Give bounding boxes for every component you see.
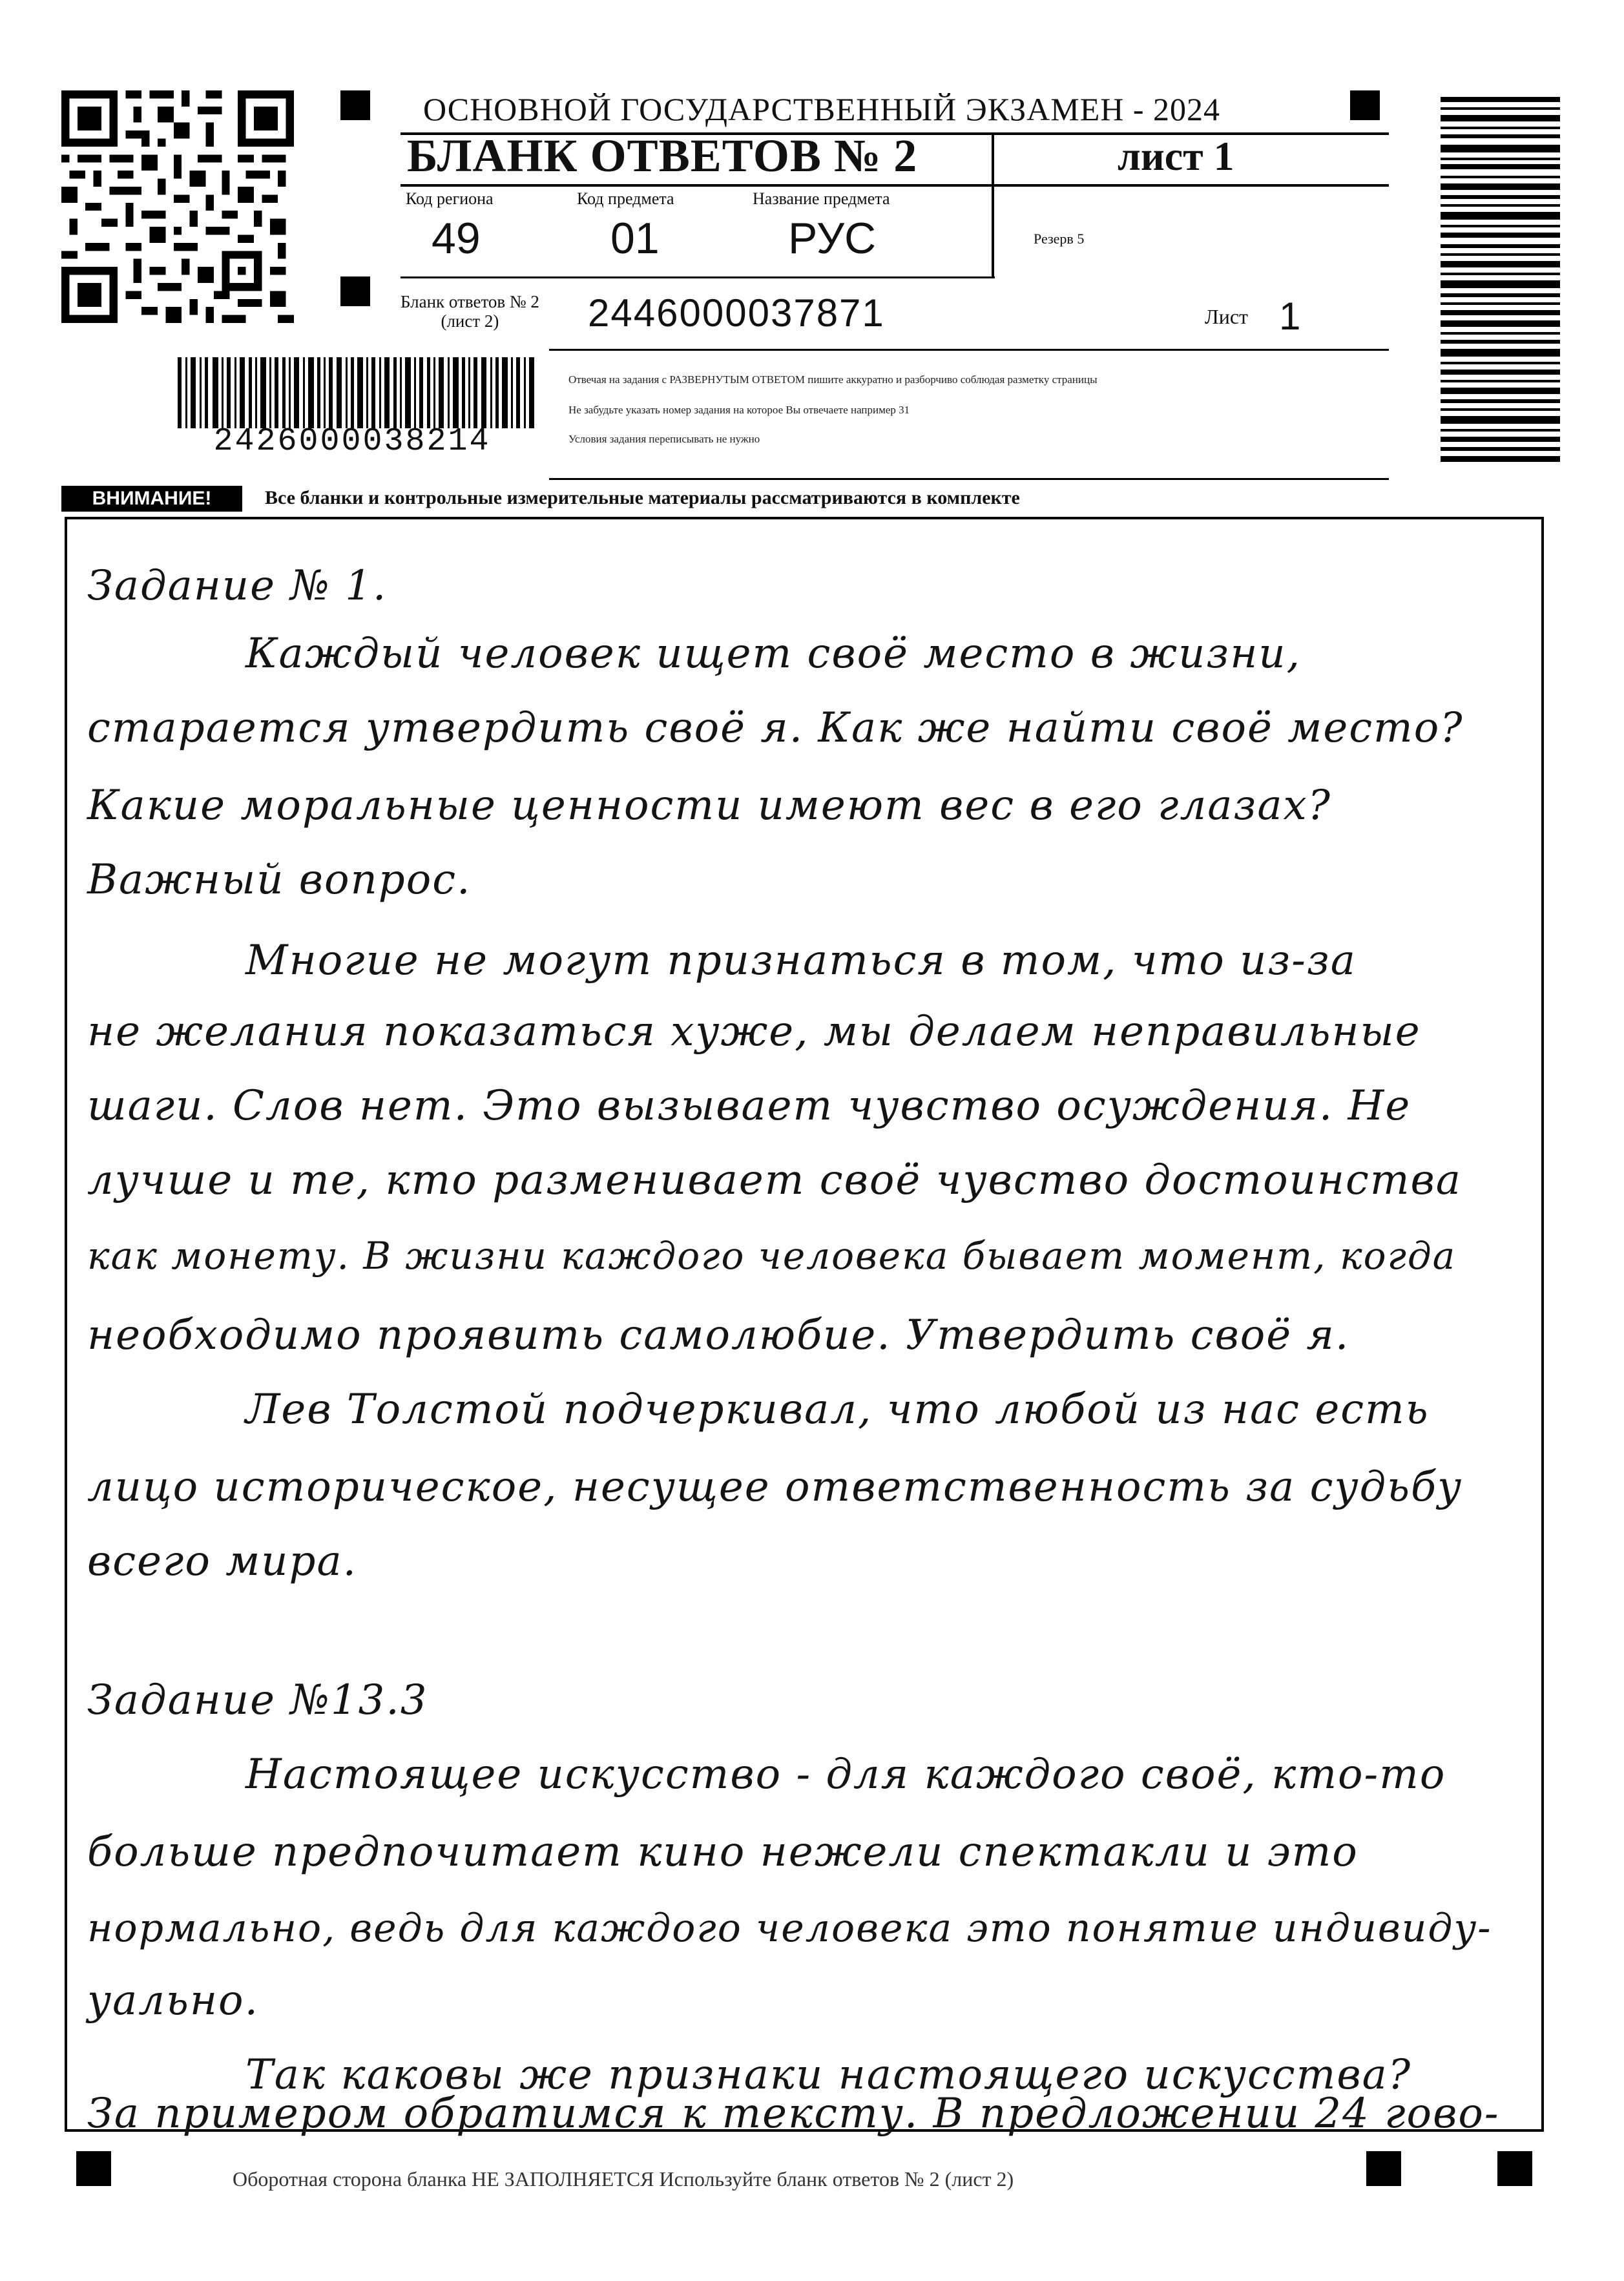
answer-line: больше предпочитает кино нежели спектакли и это <box>87 1828 1359 1876</box>
warning-badge: ВНИМАНИЕ! <box>61 486 242 512</box>
subject-code-label: Код предмета <box>577 189 674 208</box>
answer-line: Настоящее искусство - для каждого своё, кто-то <box>245 1751 1446 1798</box>
answer-line: шаги. Слов нет. Это вызывает чувство осуждения. Не <box>87 1082 1411 1130</box>
instruction-line: Условия задания переписывать не нужно <box>568 433 760 445</box>
answer-line: необходимо проявить самолюбие. Утвердить своё я. <box>87 1311 1350 1359</box>
answer-line: лицо историческое, несущее ответственность за судьбу <box>87 1463 1463 1511</box>
blank-number-label: Бланк ответов № 2 (лист 2) <box>401 292 539 331</box>
exam-title: ОСНОВНОЙ ГОСУДАРСТВЕННЫЙ ЭКЗАМЕН - 2024 <box>423 91 1220 127</box>
answer-line: Каждый человек ищет своё место в жизни, <box>245 630 1301 678</box>
reserve-label: Резерв 5 <box>1034 231 1085 247</box>
answer-line: Важный вопрос. <box>87 856 472 904</box>
registration-mark-bottom-right-1 <box>1366 2151 1401 2186</box>
list-value: 1 <box>1279 295 1301 338</box>
barcode-right <box>1441 97 1560 462</box>
divider <box>992 132 994 278</box>
region-value: 49 <box>432 214 481 263</box>
blank-number-value: 2446000037871 <box>588 291 885 335</box>
answer-line: Так каковы же признаки настоящего искусства? <box>245 2051 1412 2099</box>
answer-line: Лев Толстой подчеркивал, что любой из нас есть <box>245 1386 1430 1433</box>
qr-code <box>61 90 294 323</box>
answer-line: Какие моральные ценности имеют вес в его глазах? <box>87 782 1331 829</box>
footer-note: Оборотная сторона бланка НЕ ЗАПОЛНЯЕТСЯ Используйте бланк ответов № 2 (лист 2) <box>233 2167 1014 2191</box>
subject-name-value: РУС <box>788 214 877 263</box>
answer-line: не желания показаться хуже, мы делаем неправильные <box>87 1008 1421 1056</box>
registration-mark-top-right <box>1350 90 1380 120</box>
answer-line: лучше и те, кто разменивает своё чувство достоинства <box>87 1156 1462 1204</box>
registration-mark-bottom-right-2 <box>1497 2151 1532 2186</box>
answer-line: уально. <box>87 1977 259 2025</box>
sheet-title: лист 1 <box>1118 133 1234 179</box>
subject-code-value: 01 <box>610 214 660 263</box>
answer-line: как монету. В жизни каждого человека бывает момент, когда <box>87 1234 1457 1278</box>
blank-title: БЛАНК ОТВЕТОВ № 2 <box>407 130 918 182</box>
instruction-line: Отвечая на задания с РАЗВЕРНУТЫМ ОТВЕТОМ пишите аккуратно и разборчиво соблюдая разметку страницы <box>568 373 1098 386</box>
divider <box>401 184 1389 187</box>
registration-mark-mid-left <box>340 276 370 306</box>
barcode-bottom <box>178 357 536 428</box>
divider <box>401 276 995 278</box>
warning-text: Все бланки и контрольные измерительные материалы рассматриваются в комплекте <box>265 487 1020 508</box>
instruction-line: Не забудьте указать номер задания на которое Вы отвечаете например 31 <box>568 404 910 416</box>
divider <box>549 349 1389 351</box>
barcode-number: 2426000038214 <box>213 423 491 460</box>
registration-mark-bottom-left <box>76 2151 111 2186</box>
registration-mark-top-left <box>340 90 370 120</box>
divider <box>549 478 1389 480</box>
answer-line: Многие не могут признаться в том, что из-за <box>245 937 1357 984</box>
answer-line: нормально, ведь для каждого человека это понятие индивиду- <box>87 1906 1492 1951</box>
answer-line: всего мира. <box>87 1537 357 1585</box>
answer-line: Задание № 1. <box>87 562 388 610</box>
answer-line: старается утвердить своё я. Как же найти своё место? <box>87 704 1464 752</box>
answer-line: Задание №13.3 <box>87 1676 428 1724</box>
region-label: Код региона <box>406 189 494 208</box>
answer-line: За примером обратимся к тексту. В предложении 24 гово- <box>87 2090 1500 2138</box>
subject-name-label: Название предмета <box>753 189 890 208</box>
list-label: Лист <box>1205 305 1249 328</box>
